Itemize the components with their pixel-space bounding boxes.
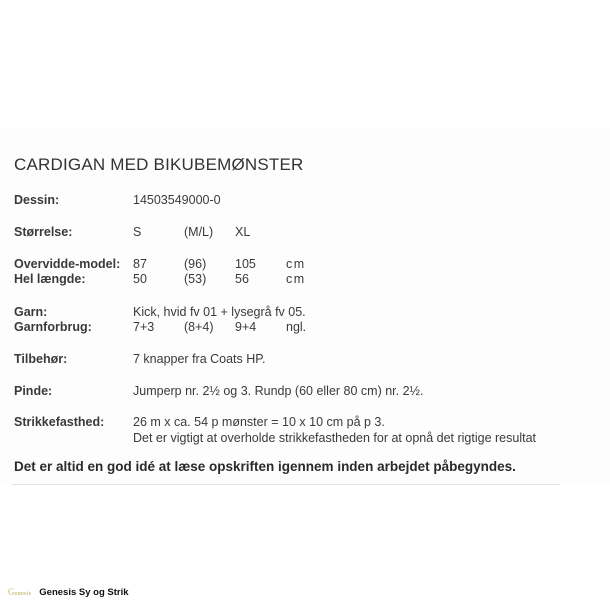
garnforbrug-s: 7+3 — [133, 320, 155, 334]
laengde-xl: 56 — [235, 272, 249, 286]
strikkefasthed-line1: 26 m x ca. 54 p mønster = 10 x 10 cm på p 3. — [133, 415, 385, 429]
pattern-title: CARDIGAN MED BIKUBEMØNSTER — [14, 155, 304, 174]
laengde-label: Hel længde: — [14, 272, 86, 286]
row-garn — [0, 305, 610, 321]
row-strikkefasthed-2 — [0, 431, 610, 447]
overvidde-xl: 105 — [235, 257, 256, 271]
garnforbrug-ml: (8+4) — [184, 320, 214, 334]
garn-value: Kick, hvid fv 01 + lysegrå fv 05. — [133, 305, 306, 319]
strikkefasthed-line2: Det er vigtigt at overholde strikkefastheden for at opnå det rigtige resultat — [133, 431, 537, 445]
overvidde-label: Overvidde-model: — [14, 257, 121, 271]
pinde-label: Pinde: — [14, 384, 53, 398]
row-garnforbrug — [0, 320, 610, 336]
pinde-value: Jumperp nr. 2½ og 3. Rundp (60 eller 80 cm) nr. 2½. — [133, 384, 424, 398]
dessin-value: 14503549000-0 — [133, 193, 221, 207]
garnforbrug-label: Garnforbrug: — [14, 320, 92, 334]
footer-brand — [8, 586, 129, 598]
laengde-unit: cm — [286, 272, 306, 286]
overvidde-s: 87 — [133, 257, 147, 271]
row-tilbehor — [0, 352, 610, 368]
strikkefasthed-label: Strikkefasthed: — [14, 415, 105, 429]
genesis-logo-icon: Genesis — [8, 587, 32, 597]
read-first-notice: Det er altid en god idé at læse opskriften igennem inden arbejdet påbegyndes. — [14, 459, 516, 474]
garnforbrug-xl: 9+4 — [235, 320, 257, 334]
size-s: S — [133, 225, 142, 239]
row-dessin — [0, 193, 610, 209]
divider — [12, 484, 560, 485]
overvidde-ml: (96) — [184, 257, 207, 271]
garn-label: Garn: — [14, 305, 48, 319]
overvidde-unit: cm — [286, 257, 306, 271]
laengde-s: 50 — [133, 272, 147, 286]
tilbehor-label: Tilbehør: — [14, 352, 68, 366]
garnforbrug-unit: ngl. — [286, 320, 307, 334]
row-overvidde — [0, 257, 610, 273]
shop-name: Genesis Sy og Strik — [39, 586, 129, 598]
dessin-label: Dessin: — [14, 193, 60, 207]
size-ml: (M/L) — [184, 225, 214, 239]
storrelse-label: Størrelse: — [14, 225, 73, 239]
laengde-ml: (53) — [184, 272, 207, 286]
row-strikkefasthed — [0, 415, 610, 431]
row-storrelse — [0, 225, 610, 241]
row-laengde — [0, 272, 610, 288]
size-xl: XL — [235, 225, 251, 239]
row-pinde — [0, 384, 610, 400]
tilbehor-value: 7 knapper fra Coats HP. — [133, 352, 266, 366]
